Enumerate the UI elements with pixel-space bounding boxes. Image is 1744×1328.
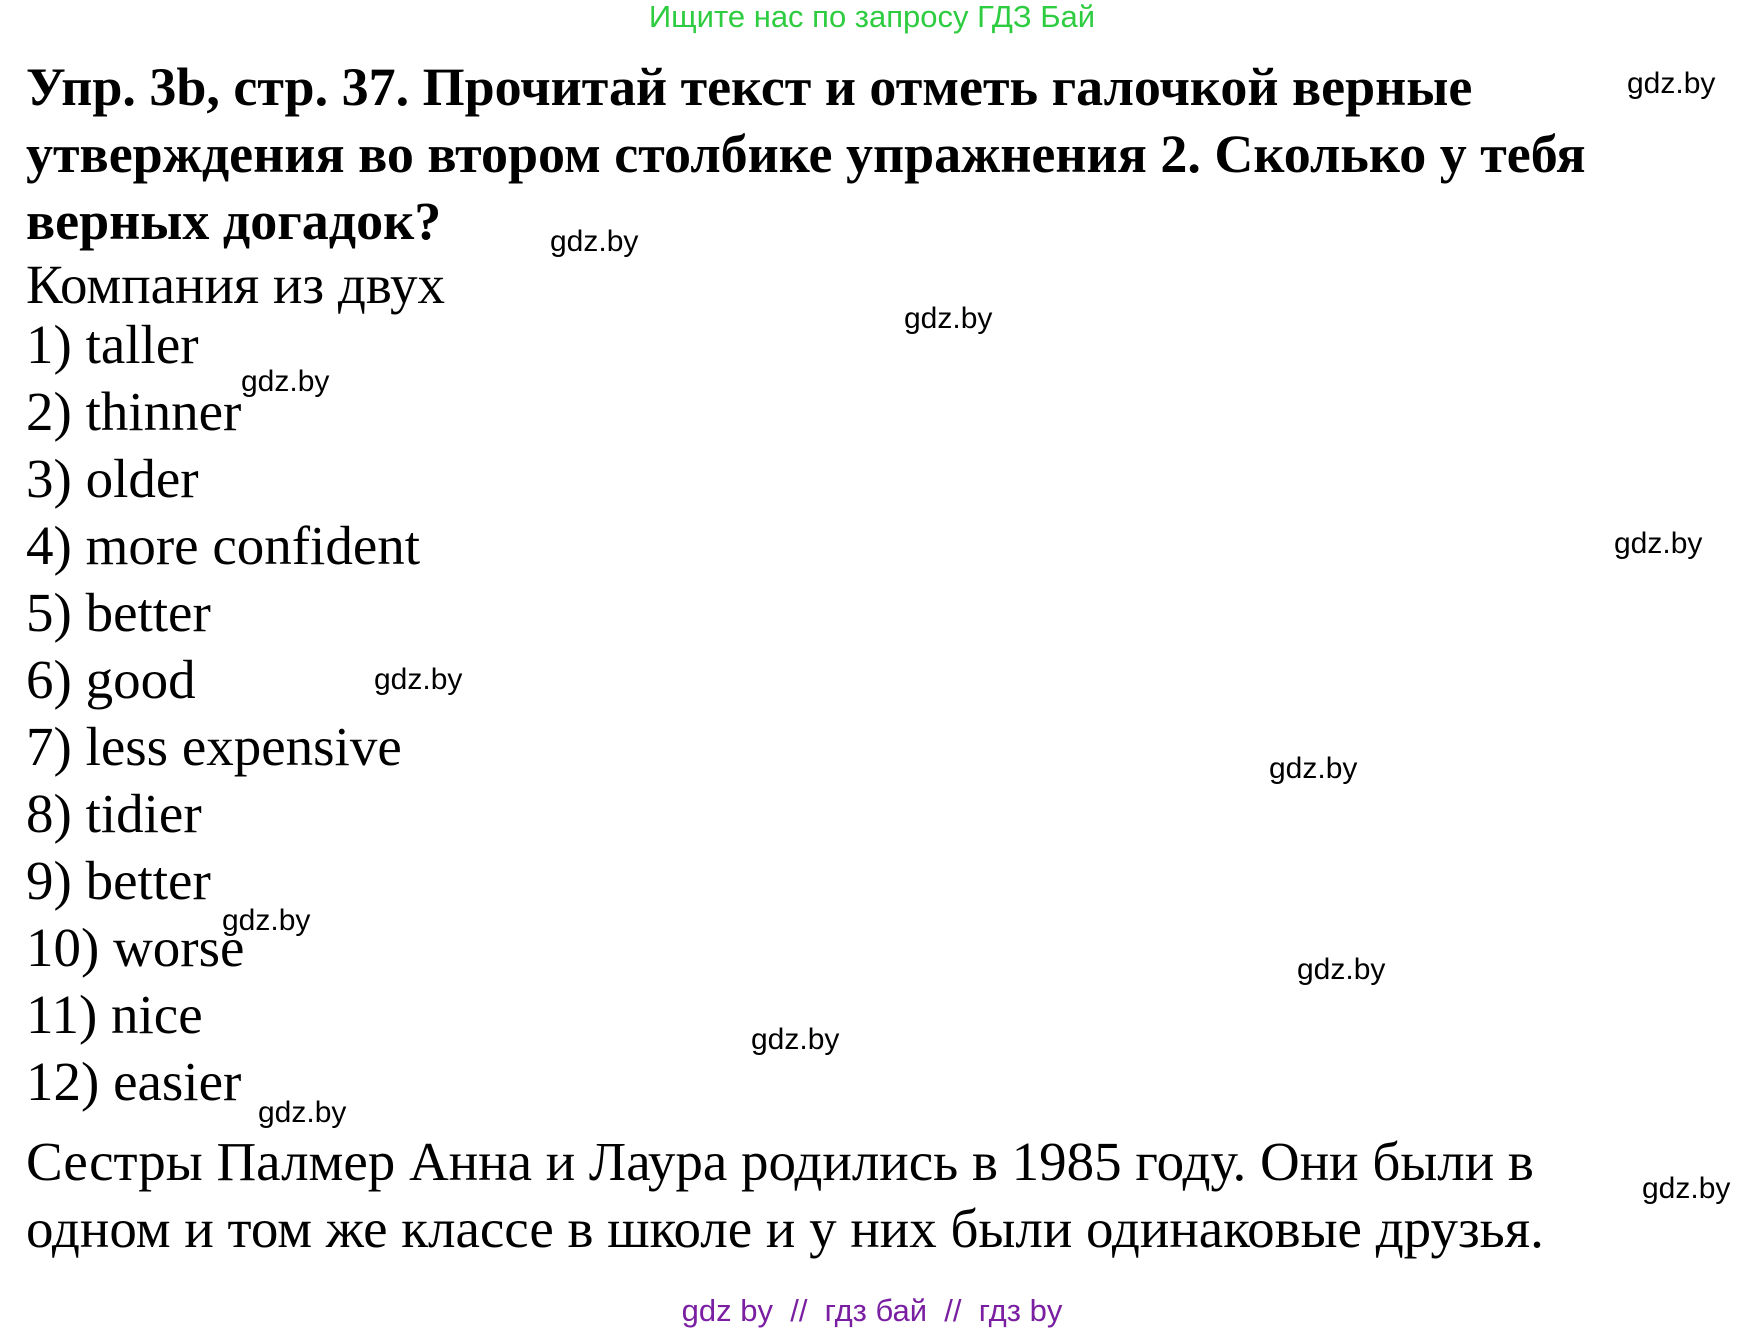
- footer-links: gdz by // гдз бай // гдз by: [681, 1293, 1063, 1328]
- watermark: gdz.by: [222, 904, 311, 937]
- watermark: gdz.by: [1269, 752, 1358, 785]
- watermark: gdz.by: [904, 302, 993, 335]
- answer-item: 10) worse: [26, 917, 245, 978]
- watermark: gdz.by: [550, 225, 639, 258]
- answer-item: 4) more confident: [26, 515, 421, 576]
- answer-item: 5) better: [26, 582, 211, 643]
- watermark: gdz.by: [751, 1023, 840, 1056]
- paragraph-line-1: Сестры Палмер Анна и Лаура родились в 1985 году. Они были в: [26, 1131, 1534, 1192]
- exercise-heading: [26, 54, 1726, 255]
- heading-line-1: Упр. 3b, стр. 37. Прочитай текст и отметь галочкой верные: [26, 57, 1473, 117]
- top-banner: Ищите нас по запросу ГДЗ Бай: [648, 0, 1096, 34]
- answer-item: 11) nice: [26, 984, 203, 1045]
- watermark: gdz.by: [1614, 527, 1703, 560]
- paragraph-line-2: одном и том же классе в школе и у них были одинаковые друзья.: [26, 1198, 1544, 1259]
- watermark: gdz.by: [1642, 1172, 1731, 1205]
- answer-item: 2) thinner: [26, 381, 242, 442]
- answer-item: 9) better: [26, 850, 211, 911]
- watermark: gdz.by: [374, 663, 463, 696]
- heading-line-3: верных догадок?: [26, 191, 442, 251]
- watermark: gdz.by: [1627, 67, 1716, 100]
- answer-item: 1) taller: [26, 314, 199, 375]
- answer-item: 8) tidier: [26, 783, 202, 844]
- watermark: gdz.by: [258, 1096, 347, 1129]
- answer-item: 6) good: [26, 649, 196, 710]
- answer-item: 3) older: [26, 448, 199, 509]
- section-subtitle: Компания из двух: [26, 254, 445, 315]
- heading-line-2: утверждения во втором столбике упражнения 2. Сколько у тебя: [26, 124, 1586, 184]
- watermark: gdz.by: [241, 365, 330, 398]
- answer-item: 7) less expensive: [26, 716, 402, 777]
- watermark: gdz.by: [1297, 953, 1386, 986]
- answer-item: 12) easier: [26, 1051, 242, 1112]
